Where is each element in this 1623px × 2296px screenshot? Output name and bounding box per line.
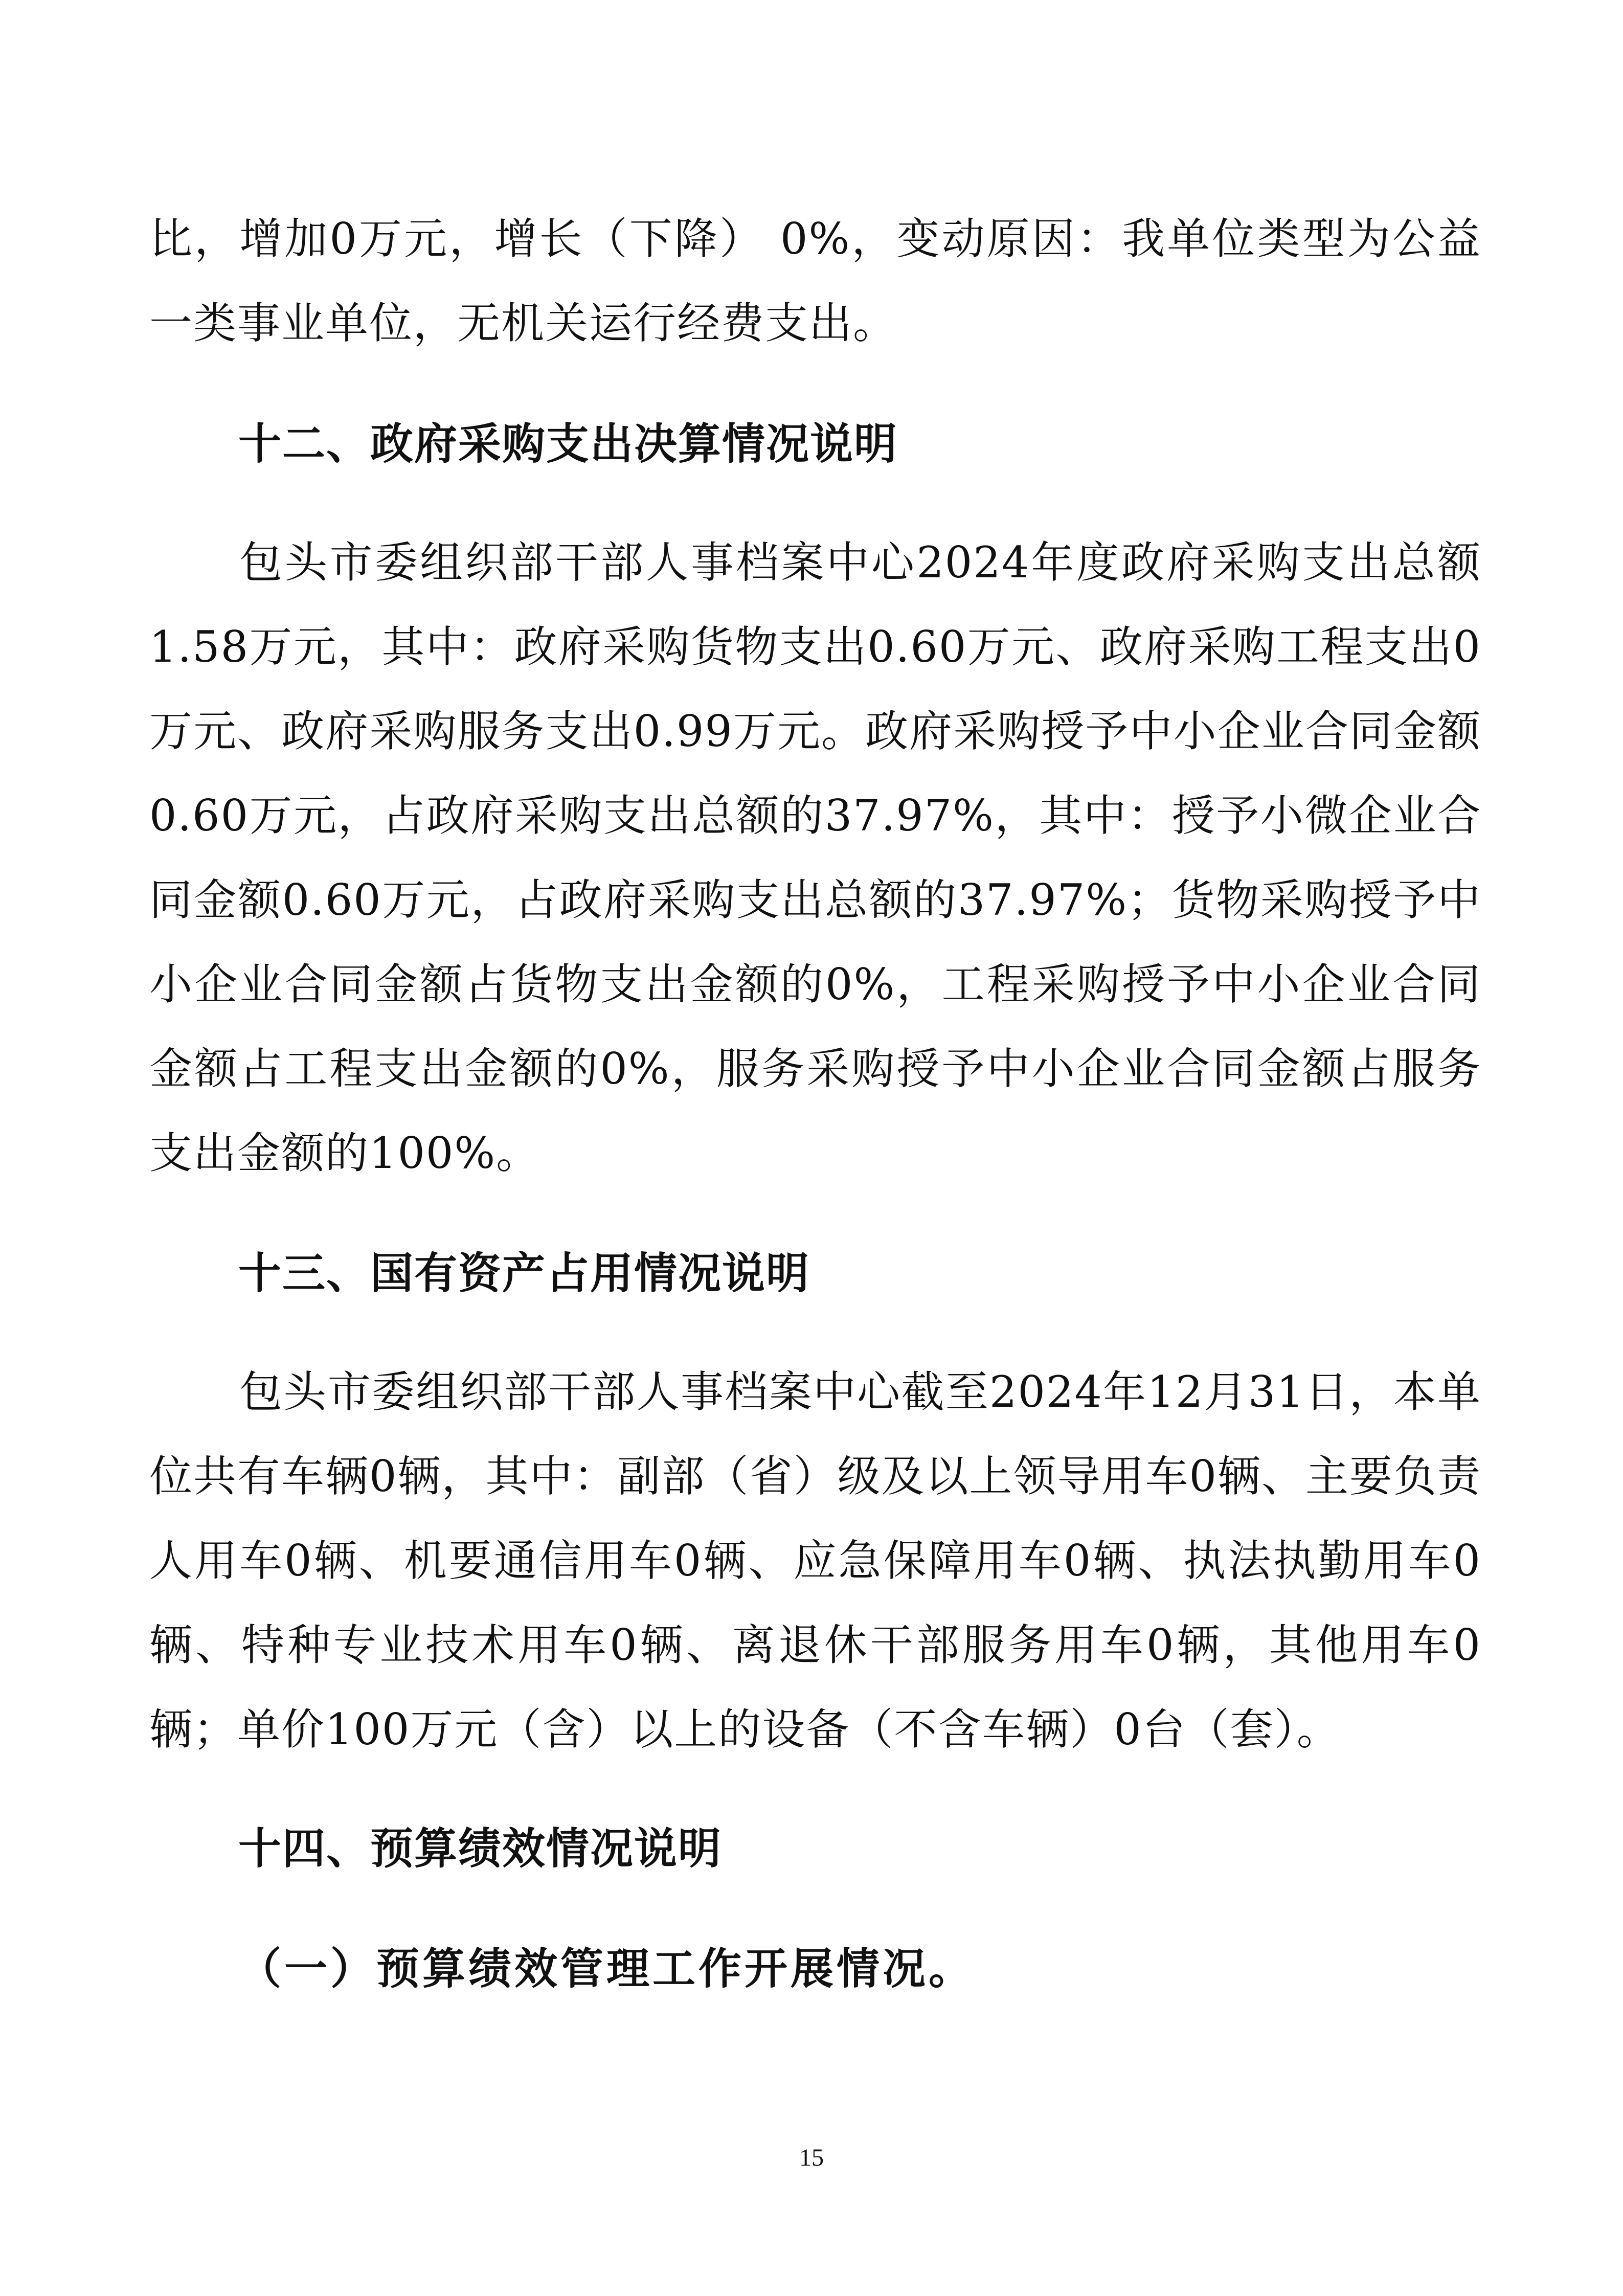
continuation-paragraph: 比，增加0万元，增长（下降） 0%，变动原因：我单位类型为公益一类事业单位，无机关运行经费支出。: [149, 214, 1481, 348]
section-14-subheading: （一）预算绩效管理工作开展情况。: [238, 1943, 975, 1994]
section-12-paragraph: 包头市委组织部干部人事档案中心2024年度政府采购支出总额1.58万元，其中：政府采购货物支出0.60万元、政府采购工程支出0万元、政府采购服务支出0.99万元。政府采购授予中小企业合同金额0.60万元，占政府采购支出总额的37.97%，其中：授予小微企业合同金额0.60万元，占政府采购支出总额的37.97%；货物采购授予中小企业合同金额占货物支出金额的0%，工程采购授予中小企业合同金额占工程支出金额的0%，服务采购授予中小企业合同金额占服务支出金额的100%。: [149, 537, 1481, 1178]
section-12-heading: 十二、政府采购支出决算情况说明: [238, 419, 898, 469]
page-number: 15: [799, 2144, 824, 2171]
section-13-heading: 十三、国有资产占用情况说明: [238, 1248, 810, 1298]
section-14-heading: 十四、预算绩效情况说明: [238, 1824, 723, 1874]
section-13-paragraph: 包头市委组织部干部人事档案中心截至2024年12月31日，本单位共有车辆0辆，其中：副部（省）级及以上领导用车0辆、主要负责人用车0辆、机要通信用车0辆、应急保障用车0辆、执法执勤用车0辆、特种专业技术用车0辆、离退休干部服务用车0辆，其他用车0辆；单价100万元（含）以上的设备（不含车辆）0台（套）。: [149, 1367, 1481, 1754]
